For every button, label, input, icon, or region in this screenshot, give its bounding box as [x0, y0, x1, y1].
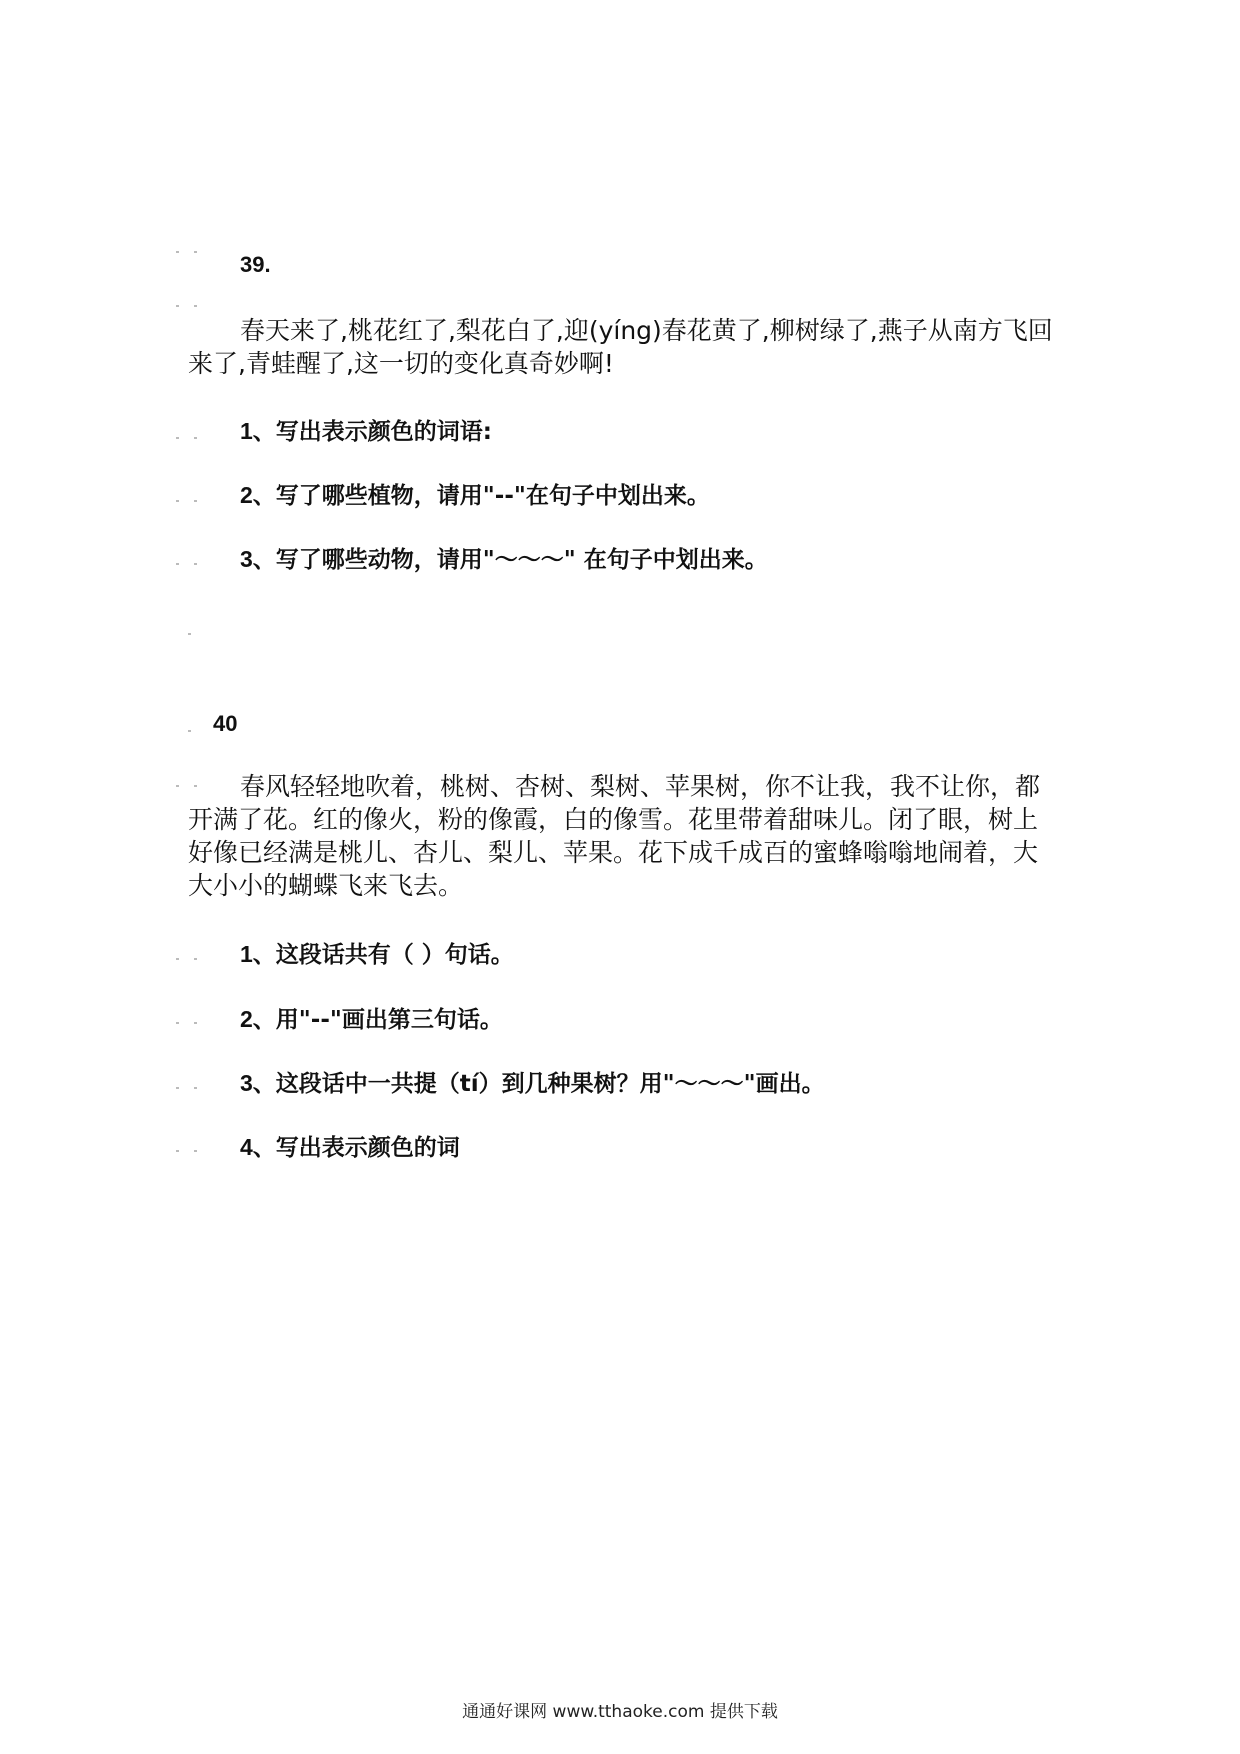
passage-line: 来了,青蛙醒了,这一切的变化真奇妙啊!: [188, 349, 614, 378]
problem-39-question-1: [240, 415, 492, 448]
question-number: 3、: [240, 1070, 276, 1096]
scan-speck: [188, 730, 191, 732]
problem-39-passage: [188, 314, 1058, 380]
question-text: 这段话共有（ ）句话。: [275, 942, 514, 968]
scan-speck: [194, 563, 197, 565]
question-number: 3、: [240, 546, 276, 572]
question-number: 2、: [240, 1006, 276, 1032]
passage-line: 春风轻轻地吹着，桃树、杏树、梨树、苹果树，你不让我，我不让你，都: [240, 772, 1041, 801]
scan-speck: [194, 500, 197, 502]
problem-40-question-1: [240, 938, 514, 971]
problem-39-question-2: [240, 479, 710, 512]
footer-credit: 通通好课网 www.tthaoke.com 提供下载: [462, 1702, 778, 1722]
question-number: 1、: [240, 941, 276, 967]
problem-39-question-3: [240, 543, 768, 576]
question-text: 写出表示颜色的词语:: [275, 419, 492, 445]
scan-speck: [176, 1087, 179, 1089]
passage-line: 大小小的蝴蝶飞来飞去。: [188, 871, 464, 900]
question-number: 1、: [240, 418, 276, 444]
passage-line: 好像已经满是桃儿、杏儿、梨儿、苹果。花下成千成百的蜜蜂嗡嗡地闹着，大: [188, 838, 1039, 867]
scan-speck: [194, 437, 197, 439]
question-text: 写出表示颜色的词: [275, 1135, 460, 1161]
problem-40-question-4: [240, 1131, 460, 1164]
scan-speck: [194, 1150, 197, 1152]
scan-speck: [176, 958, 179, 960]
scan-speck: [176, 785, 179, 787]
scan-speck: [194, 958, 197, 960]
scan-speck: [176, 1150, 179, 1152]
question-text: 用"--"画出第三句话。: [275, 1007, 503, 1033]
scan-speck: [194, 305, 197, 307]
passage-line: 开满了花。红的像火，粉的像霞，白的像雪。花里带着甜味儿。闭了眼，树上: [188, 805, 1039, 834]
scan-speck: [176, 500, 179, 502]
problem-40-question-2: [240, 1003, 503, 1036]
scan-speck: [176, 437, 179, 439]
problem-39-number: 39.: [240, 252, 271, 277]
question-text: 写了哪些植物，请用"--"在句子中划出来。: [275, 483, 710, 509]
problem-40-passage: [188, 770, 1058, 902]
scan-speck: [194, 1087, 197, 1089]
question-text: 写了哪些动物，请用"～～～" 在句子中划出来。: [275, 547, 768, 573]
problem-40-question-3: [240, 1067, 825, 1100]
scan-speck: [176, 251, 179, 253]
problem-40-number: 40: [213, 711, 238, 736]
scan-speck: [176, 1022, 179, 1024]
scan-speck: [188, 633, 191, 635]
question-number: 2、: [240, 482, 276, 508]
scan-speck: [176, 563, 179, 565]
scan-speck: [194, 1022, 197, 1024]
scan-speck: [176, 305, 179, 307]
scan-speck: [194, 251, 197, 253]
passage-line: 春天来了,桃花红了,梨花白了,迎(yíng)春花黄了,柳树绿了,燕子从南方飞回: [240, 316, 1053, 345]
question-text: 这段话中一共提（tí）到几种果树？用"～～～"画出。: [275, 1071, 825, 1097]
question-number: 4、: [240, 1134, 276, 1160]
